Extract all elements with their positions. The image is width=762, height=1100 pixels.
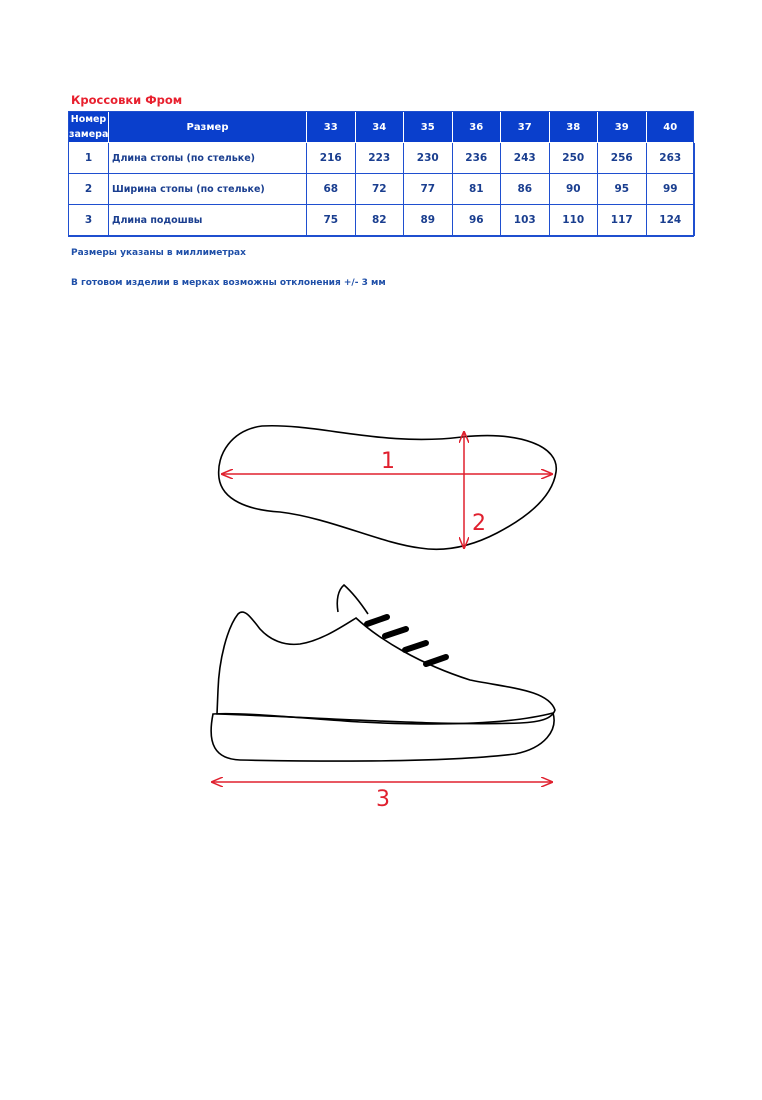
measure-value: 89 [404,205,453,236]
measure-number: 3 [69,205,109,236]
measure-value: 110 [549,205,598,236]
measure-value: 230 [404,143,453,174]
sneaker-sole-outline [211,713,554,761]
header-size: 34 [355,112,404,143]
sneaker-tongue-outline [337,585,368,614]
measure-value: 82 [355,205,404,236]
measure-value: 263 [646,143,695,174]
measure-value: 99 [646,174,695,205]
header-size: 35 [404,112,453,143]
lace [385,629,406,636]
sneaker-upper-outline [217,612,555,724]
measure-value: 223 [355,143,404,174]
measure-number: 2 [69,174,109,205]
dimension-label-1: 1 [381,449,395,474]
lace [367,617,387,624]
measure-label: Ширина стопы (по стельке) [109,174,307,205]
header-num-line2: замера [69,129,109,140]
header-size: 36 [452,112,501,143]
measure-value: 243 [501,143,550,174]
header-size: 40 [646,112,695,143]
measure-value: 95 [598,174,647,205]
header-num-line1: Номер [70,114,107,125]
sneaker-icon [211,585,555,761]
measure-value: 236 [452,143,501,174]
measure-value: 77 [404,174,453,205]
sneaker-laces [367,617,446,664]
measure-value: 117 [598,205,647,236]
measure-value: 72 [355,174,404,205]
measure-value: 250 [549,143,598,174]
header-size: 33 [307,112,356,143]
measure-value: 216 [307,143,356,174]
units-note: Размеры указаны в миллиметрах [71,248,246,258]
measure-number: 1 [69,143,109,174]
header-size-label: Размер [109,112,307,143]
measure-value: 96 [452,205,501,236]
measure-value: 103 [501,205,550,236]
measure-value: 68 [307,174,356,205]
lace [426,657,446,664]
measure-value: 90 [549,174,598,205]
dimension-label-3: 3 [376,787,390,812]
measure-label: Длина подошвы [109,205,307,236]
measure-value: 256 [598,143,647,174]
dimension-label-2: 2 [472,511,486,536]
tolerance-note: В готовом изделии в мерках возможны отклонения +/- 3 мм [71,278,386,288]
measure-value: 81 [452,174,501,205]
header-size: 39 [598,112,647,143]
header-size: 37 [501,112,550,143]
measure-value: 124 [646,205,695,236]
measure-label: Длина стопы (по стельке) [109,143,307,174]
measure-value: 86 [501,174,550,205]
measure-value: 75 [307,205,356,236]
header-size: 38 [549,112,598,143]
lace [405,643,426,650]
page-title: Кроссовки Фром [71,93,183,107]
insole-outline [219,426,557,550]
